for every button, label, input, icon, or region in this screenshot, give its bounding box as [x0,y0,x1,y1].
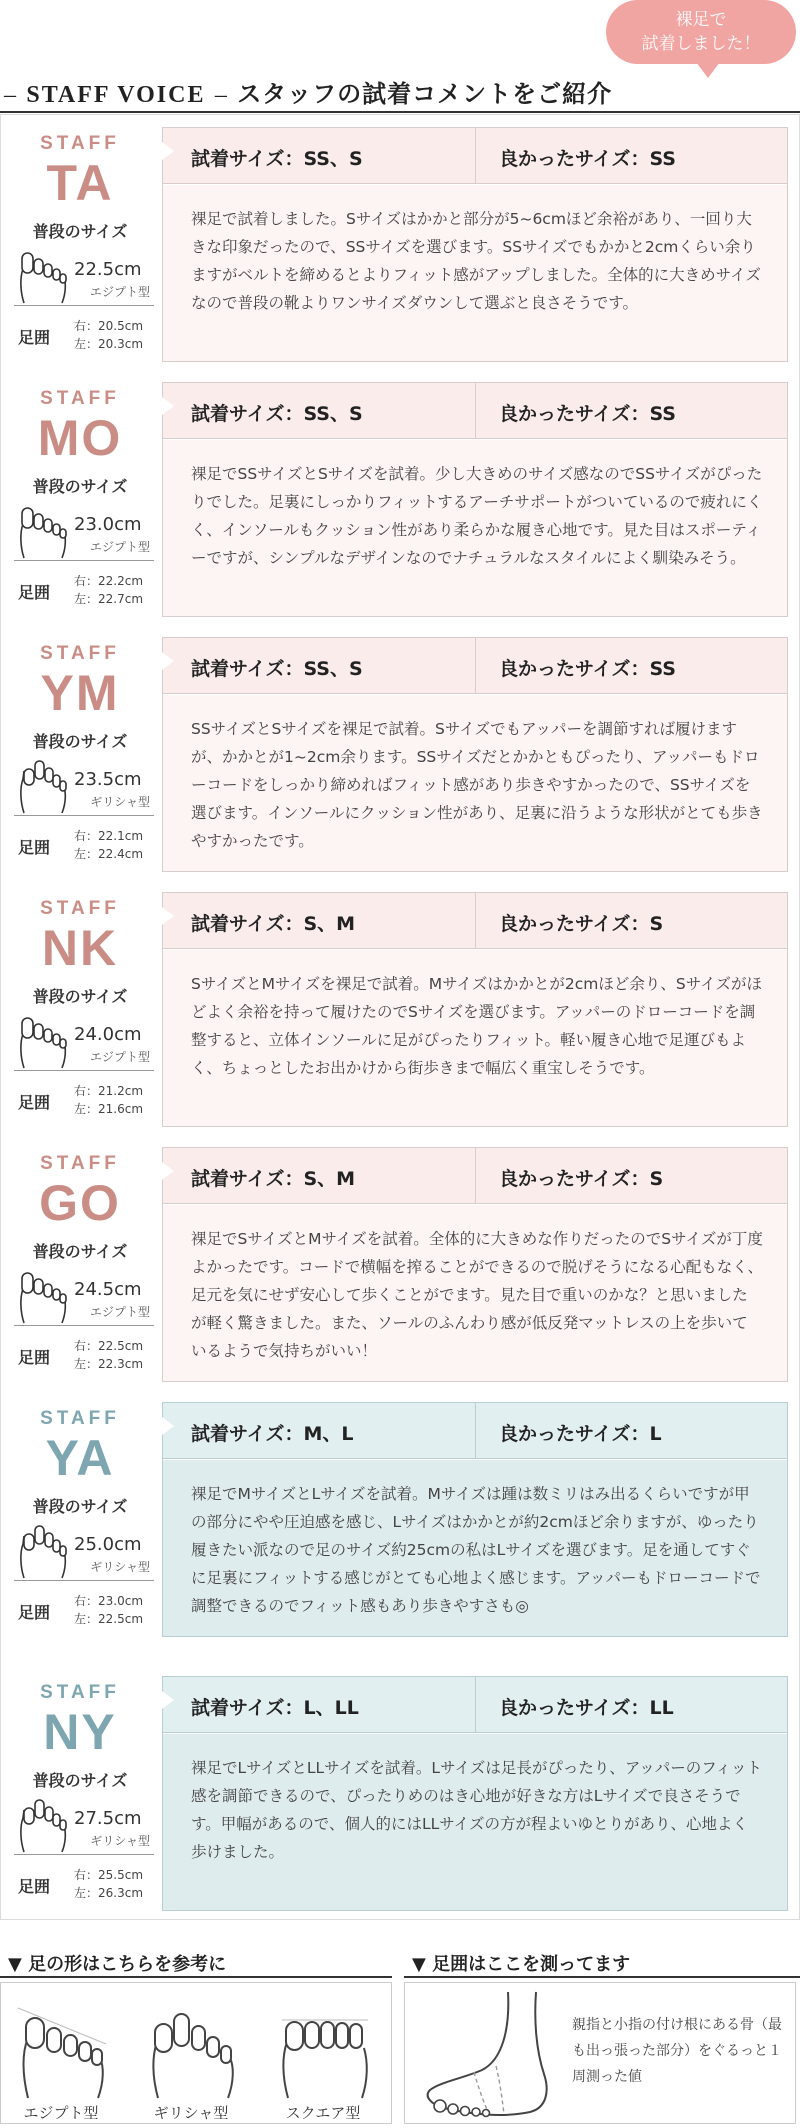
usual-size-label: 普段のサイズ [32,1497,128,1516]
profile-divider [14,815,154,816]
card-pointer [162,1691,174,1709]
ashi-left-value: 左：26.3cm [74,1886,144,1900]
card-pointer [162,1417,174,1435]
page-header [0,0,800,114]
good-size: 良かったサイズ：SS [499,148,676,170]
staff-comment: 裸足でSSサイズとSサイズを試着。少し大きめのサイズ感なのでSSサイズがぴったりでした。足裏にしっかりフィットするアーチサポートがついているので疲れにくく、インソールもクッション性があり柔らかな履き心地です。見た目はスポーティーですが、シンプルなデザインなのでナチュラルなスタイルによく馴染みそう。 [191,465,763,567]
usual-size-value: 23.5cm [74,769,142,790]
staff-word: STAFF [40,1408,120,1429]
foot-shape-icon [16,1522,70,1580]
foot-type-label: ギリシャ型 [90,1560,150,1574]
staff-profile [0,372,160,627]
ashi-left-value: 左：22.7cm [74,592,144,606]
fitting-card-header [163,893,787,949]
ashi-right-value: 右：22.2cm [74,574,144,588]
profile-divider [14,1325,154,1326]
ashi-right-value: 右：25.5cm [74,1868,144,1882]
tried-size: 試着サイズ：S、M [191,913,356,935]
fitting-card-body [163,1734,787,1910]
staff-initial: NK [41,920,119,976]
fitting-card [162,382,788,617]
ashi-right-value: 右：21.2cm [74,1084,144,1098]
bubble-line-2: 試着しました！ [641,34,761,54]
measure-heading: ▼ 足囲はここを測ってます [412,1954,631,1975]
ashi-right-value: 右：22.5cm [74,1339,144,1353]
title-japanese: スタッフの試着コメントをご紹介 [237,80,613,108]
staff-initial: NY [43,1704,117,1760]
title-dash-left: – [4,82,17,108]
card-pointer [162,1162,174,1180]
greek-label: ギリシャ型 [153,2104,229,2122]
ashi-label: 足囲 [18,328,51,347]
card-pointer [162,652,174,670]
card-pointer [162,907,174,925]
staff-entry-ym [0,627,800,882]
staff-profile [0,1666,160,1921]
good-size: 良かったサイズ：SS [499,403,676,425]
usual-size-value: 27.5cm [74,1808,142,1829]
staff-entry-ta [0,117,800,372]
card-header-divider [475,638,476,694]
staff-word: STAFF [40,898,120,919]
staff-initial: GO [39,1175,121,1231]
foot-type-label: エジプト型 [89,1050,150,1064]
tried-size: 試着サイズ：SS、S [191,403,363,425]
usual-size-label: 普段のサイズ [32,222,128,241]
ashi-right-value: 右：23.0cm [74,1594,144,1608]
fitting-card-header [163,1677,787,1733]
fitting-card [162,1402,788,1637]
staff-word: STAFF [40,643,120,664]
title-staff-voice: STAFF VOICE [26,82,206,108]
ashi-label: 足囲 [18,838,51,857]
greek-foot-icon [144,2004,240,2100]
square-foot-icon [276,2004,372,2100]
staff-comment: SサイズとMサイズを裸足で試着。Mサイズはかかとが2cmほど余り、Sサイズがほどよく余裕を持って履けたのでSサイズを選びます。アッパーのドローコードを調整すると、立体インソールに足がぴったりフィット。軽い履き心地で足運びもよく、ちょっとしたお出かけから街歩きまで幅広く重宝しそうです。 [191,975,762,1077]
card-pointer [162,397,174,415]
staff-profile [0,882,160,1137]
ashi-left-value: 左：22.5cm [74,1612,144,1626]
usual-size-label: 普段のサイズ [32,477,128,496]
staff-entry-nk [0,882,800,1137]
usual-size-value: 24.0cm [74,1024,142,1045]
staff-profile [0,1392,160,1647]
staff-entry-ya [0,1392,800,1647]
tried-size: 試着サイズ：SS、S [191,148,363,170]
foot-type-label: エジプト型 [89,285,150,299]
card-header-divider [475,1677,476,1733]
barefoot-speech-bubble [606,0,796,64]
staff-profile [0,1137,160,1392]
usual-size-value: 24.5cm [74,1279,142,1300]
fitting-card-body [163,1460,787,1636]
measure-heading-line [404,1976,800,1978]
staff-word: STAFF [40,133,120,154]
fitting-card [162,637,788,872]
egyptian-label: エジプト型 [23,2104,99,2122]
staff-profile [0,117,160,372]
fitting-card-body [163,185,787,361]
staff-comment: SSサイズとSサイズを裸足で試着。Sサイズでもアッパーを調節すれば履けますが、かかとが1~2cm余ります。SSサイズだとかかともぴったり、アッパーもドローコードをしっかり締めればフィット感があり歩きやすかったので、SSサイズを選びます。インソールにクッション性があり、足裏に沿うような形状がとても歩きやすかったです。 [191,720,763,850]
staff-comment: 裸足でLサイズとLLサイズを試着。Lサイズは足長がぴったり、アッパーのフィット感を調節できるので、ぴったりめのはき心地が好きな方はLサイズで良さそうです。甲幅があるので、個人的にはLLサイズの方が程よいゆとりがあり、心地よく歩けました。 [191,1759,762,1861]
title-dash-right: – [214,82,228,108]
ashi-label: 足囲 [18,583,51,602]
staff-word: STAFF [40,388,120,409]
fitting-card-body [163,695,787,871]
measure-description: 親指と小指の付け根にある骨（最も出っ張った部分）をぐるっと１周測った値 [572,2017,782,2085]
staff-comment: 裸足でSサイズとMサイズを試着。全体的に大きめな作りだったのでSサイズが丁度よかったです。コードで横幅を搾ることができるので脱げそうになる心配もなく、足元を気にせず安心して歩くことがでます。見た目で重いのかな？と思いましたが軽く驚きました。また、ソールのふんわり感が低反発マットレスの上を歩いているようで気持ちがいい！ [191,1230,763,1360]
foot-shape-icon [16,757,70,815]
profile-divider [14,305,154,306]
good-size: 良かったサイズ：SS [499,658,676,680]
good-size: 良かったサイズ：L [499,1423,662,1445]
staff-comment: 裸足でMサイズとLサイズを試着。Mサイズは踵は数ミリはみ出るくらいですが甲の部分にやや圧迫感を感じ、Lサイズはかかとが約2cmほど余りますが、ゆったり履きたい派なので足のサイズ約25cmの私はLサイズを選びます。足を通してすぐに足裏にフィットする感じがとても心地よく感じます。アッパーもドローコードで調整できるのでフィット感もあり歩きやすさも◎ [191,1485,761,1615]
staff-initial: TA [46,155,114,211]
tried-size: 試着サイズ：S、M [191,1168,356,1190]
good-size: 良かったサイズ：S [499,913,664,935]
card-header-divider [475,893,476,949]
staff-word: STAFF [40,1682,120,1703]
usual-size-label: 普段のサイズ [32,1242,128,1261]
ashi-left-value: 左：22.3cm [74,1357,144,1371]
foot-shape-heading: ▼ 足の形はこちらを参考に [8,1954,227,1975]
header-divider [0,111,800,113]
foot-type-label: エジプト型 [89,540,150,554]
ashi-label: 足囲 [18,1093,51,1112]
fitting-card [162,1676,788,1911]
usual-size-label: 普段のサイズ [32,1771,128,1790]
section-title [4,74,612,109]
good-size: 良かったサイズ：LL [499,1697,674,1719]
fitting-card [162,892,788,1127]
staff-word: STAFF [40,1153,120,1174]
foot-shape-icon [16,1796,70,1854]
good-size: 良かったサイズ：S [499,1168,664,1190]
staff-initial: MO [37,410,123,466]
ashi-right-value: 右：20.5cm [74,319,144,333]
square-label: スクエア型 [285,2104,361,2122]
fitting-card-body [163,1205,787,1381]
foot-shape-icon [16,247,70,305]
foot-shape-icon [16,1267,70,1325]
ashi-label: 足囲 [18,1348,51,1367]
foot-type-label: ギリシャ型 [90,1834,150,1848]
tried-size: 試着サイズ：L、LL [191,1697,359,1719]
fitting-card-header [163,1148,787,1204]
staff-profile [0,627,160,882]
staff-initial: YM [40,665,120,721]
ashi-left-value: 左：20.3cm [74,337,144,351]
usual-size-value: 23.0cm [74,514,142,535]
fitting-card-header [163,383,787,439]
fitting-card-header [163,638,787,694]
fitting-card-header [163,128,787,184]
egyptian-foot-icon [14,2004,110,2100]
foot-shape-heading-line [0,1976,392,1978]
card-header-divider [475,1148,476,1204]
card-header-divider [475,128,476,184]
profile-divider [14,1580,154,1581]
fitting-card [162,1147,788,1382]
staff-initial: YA [45,1430,115,1486]
profile-divider [14,560,154,561]
profile-divider [14,1070,154,1071]
tried-size: 試着サイズ：SS、S [191,658,363,680]
card-header-divider [475,383,476,439]
ashi-left-value: 左：21.6cm [74,1102,144,1116]
staff-entry-ny [0,1666,800,1921]
fitting-card-header [163,1403,787,1459]
foot-type-label: エジプト型 [89,1305,150,1319]
staff-comment: 裸足で試着しました。Sサイズはかかと部分が5~6cmほど余裕があり、一回り大きな印象だったので、SSサイズを選びます。SSサイズでもかかと2cmくらい余りますがベルトを締めるとよりフィット感がアップしました。全体的に大きめサイズなので普段の靴よりワンサイズダウンして選ぶと良さそうです。 [191,210,761,312]
fitting-card [162,127,788,362]
foot-shape-icon [16,502,70,560]
foot-measure-icon [418,1990,568,2120]
tried-size: 試着サイズ：M、L [191,1423,354,1445]
foot-shape-icon [16,1012,70,1070]
card-header-divider [475,1403,476,1459]
fitting-card-body [163,440,787,616]
usual-size-label: 普段のサイズ [32,732,128,751]
staff-entry-mo [0,372,800,627]
usual-size-value: 25.0cm [74,1534,142,1555]
ashi-label: 足囲 [18,1603,51,1622]
usual-size-label: 普段のサイズ [32,987,128,1006]
ashi-right-value: 右：22.1cm [74,829,144,843]
profile-divider [14,1854,154,1855]
card-pointer [162,142,174,160]
fitting-card-body [163,950,787,1126]
usual-size-value: 22.5cm [74,259,142,280]
staff-entry-go [0,1137,800,1392]
foot-type-label: ギリシャ型 [90,795,150,809]
bubble-line-1: 裸足で [675,10,727,30]
ashi-left-value: 左：22.4cm [74,847,144,861]
ashi-label: 足囲 [18,1877,51,1896]
